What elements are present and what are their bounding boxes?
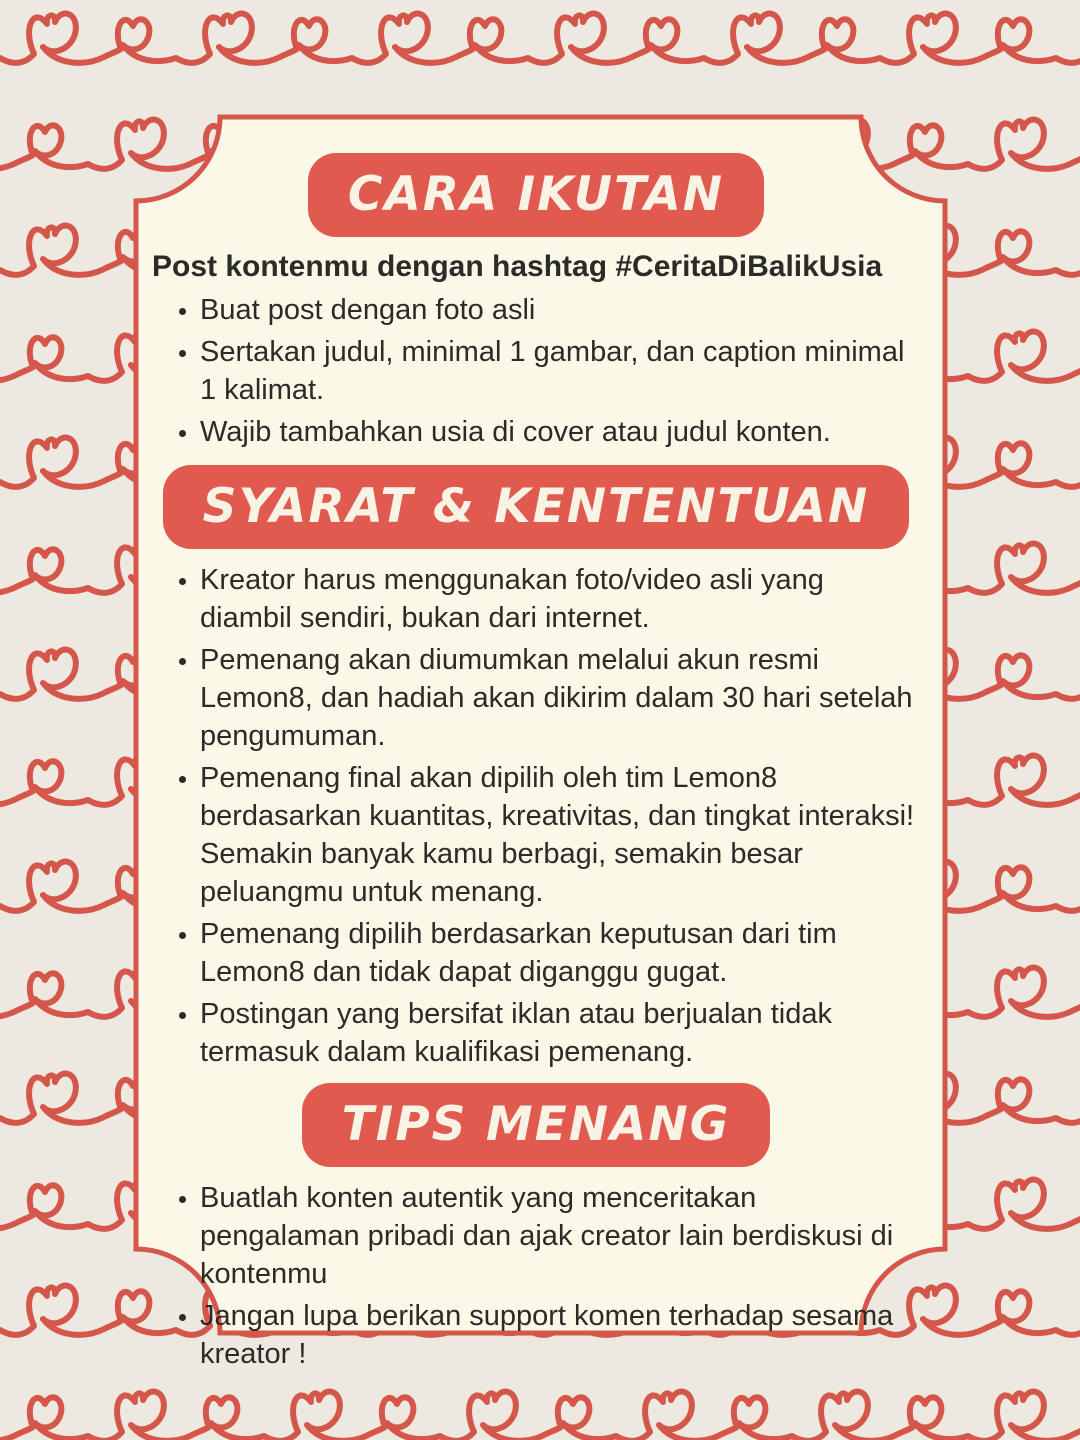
list-item: • Pemenang akan diumumkan melalui akun resmi Lemon8, dan hadiah akan dikirim dalam 30 hari setelah pengumuman.: [200, 641, 920, 755]
section-tips-menang: [152, 1083, 920, 1373]
cara-ikutan-list: [152, 291, 920, 451]
list-item: • Postingan yang bersifat iklan atau berjualan tidak termasuk dalam kualifikasi pemenang.: [200, 995, 920, 1071]
list-item: • Buat post dengan foto asli: [200, 291, 920, 329]
section-badge-syarat-ketentuan: SYARAT & KENTENTUAN: [163, 465, 910, 549]
card-content: [136, 117, 945, 1377]
section-syarat-ketentuan: [152, 465, 920, 1071]
list-item: • Kreator harus menggunakan foto/video asli yang diambil sendiri, bukan dari internet.: [200, 561, 920, 637]
badge-row: [152, 1083, 920, 1167]
tips-menang-list: [152, 1179, 920, 1373]
list-item: • Wajib tambahkan usia di cover atau judul konten.: [200, 413, 920, 451]
list-item: • Pemenang dipilih berdasarkan keputusan dari tim Lemon8 dan tidak dapat diganggu gugat.: [200, 915, 920, 991]
badge-row: [152, 465, 920, 549]
section-badge-cara-ikutan: CARA IKUTAN: [308, 153, 764, 237]
list-item: • Pemenang final akan dipilih oleh tim Lemon8 berdasarkan kuantitas, kreativitas, dan tingkat interaksi! Semakin banyak kamu berbagi, semakin besar peluangmu untuk menang.: [200, 759, 920, 911]
list-item: • Buatlah konten autentik yang menceritakan pengalaman pribadi dan ajak creator lain berdiskusi di kontenmu: [200, 1179, 920, 1293]
section-cara-ikutan: [152, 153, 920, 451]
list-item: • Sertakan judul, minimal 1 gambar, dan caption minimal 1 kalimat.: [200, 333, 920, 409]
list-item: • Jangan lupa berikan support komen terhadap sesama kreator !: [200, 1297, 920, 1373]
intro-heading: Post kontenmu dengan hashtag #CeritaDiBalikUsia: [152, 250, 883, 283]
section-badge-tips-menang: TIPS MENANG: [302, 1083, 771, 1167]
badge-row: [152, 153, 920, 237]
syarat-ketentuan-list: [152, 561, 920, 1071]
